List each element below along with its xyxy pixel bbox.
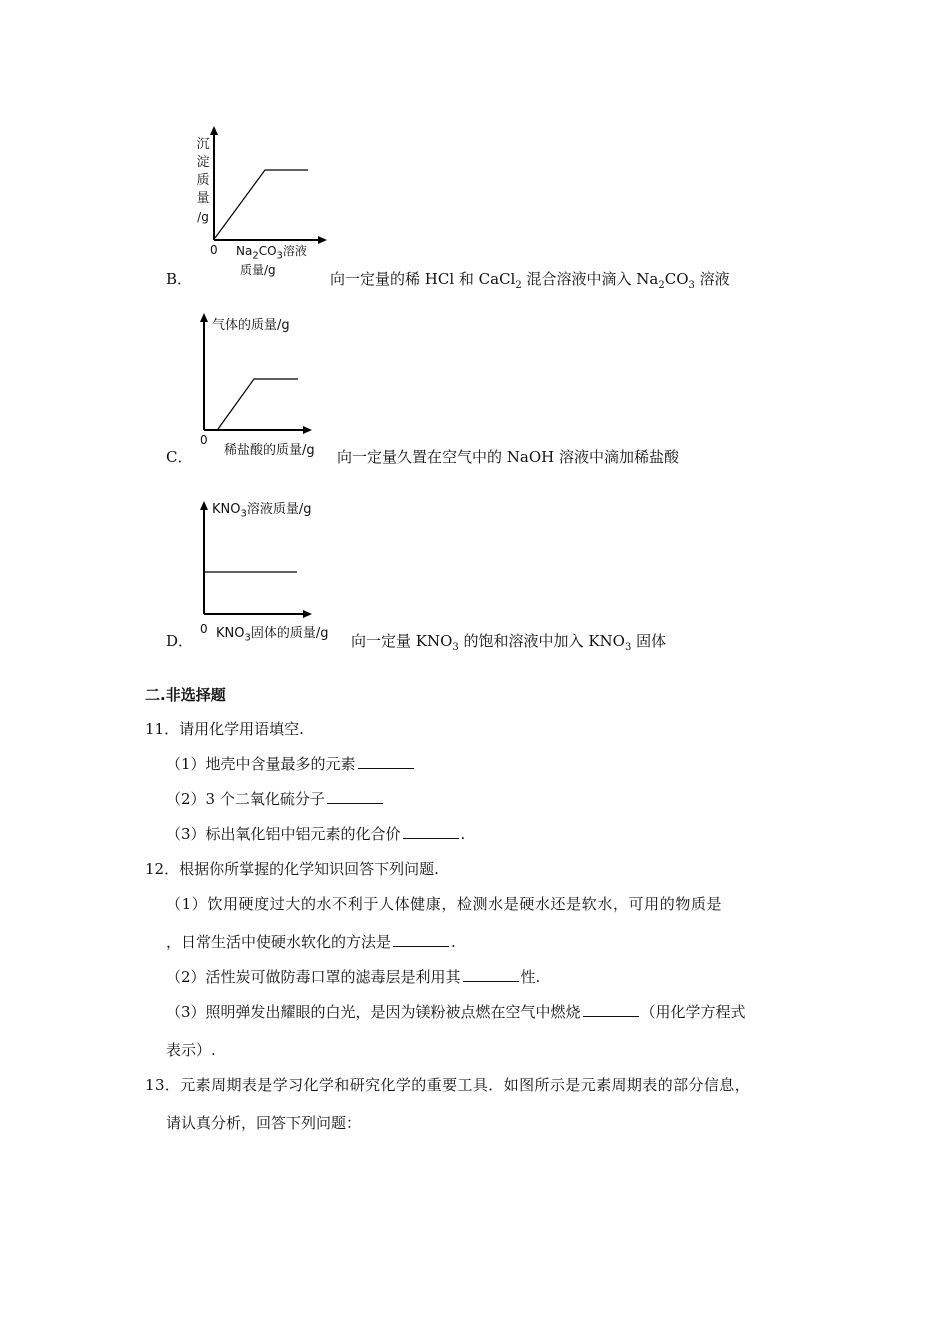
option-b-description: 向一定量的稀 HCl 和 CaCl$_2$ 混合溶液中滴入 $Na_2CO_3$ 溶液 (330, 270, 730, 291)
x-axis-arrow (303, 610, 312, 618)
q12-part-3-line-1: （3）照明弹发出耀眼的白光，是因为镁粉被点燃在空气中燃烧 （用化学方程式 (166, 1003, 746, 1021)
option-b-x-axis-label-2: 质量/g (240, 263, 276, 277)
q12-part-3-line-2: 表示）. (166, 1041, 216, 1059)
y-axis-arrow (210, 126, 218, 135)
x-axis-arrow (303, 426, 312, 434)
answer-blank[interactable] (403, 837, 459, 839)
answer-blank[interactable] (327, 802, 383, 804)
answer-blank[interactable] (358, 767, 414, 769)
q12-stem: 12．根据你所掌握的化学知识回答下列问题. (145, 860, 439, 878)
q11-stem: 11．请用化学用语填空. (145, 720, 304, 738)
option-b-y-axis-label: 沉 淀 质 量 /g (196, 137, 210, 224)
section-title: 二.非选择题 (145, 686, 226, 704)
option-c-origin: 0 (200, 433, 208, 447)
option-d-description: 向一定量 $KNO_3$ 的饱和溶液中加入 $KNO_3$ 固体 (351, 632, 667, 653)
q12-part-1-line-1: （1）饮用硬度过大的水不利于人体健康，检测水是硬水还是软水，可用的物质是 (166, 895, 723, 913)
y-axis-arrow (200, 313, 208, 322)
gas-curve (218, 379, 298, 429)
y-axis-arrow (200, 501, 208, 510)
q12-part-1-line-2: ，日常生活中使硬水软化的方法是 . (166, 933, 456, 951)
option-b-origin: 0 (210, 243, 218, 257)
answer-blank[interactable] (463, 980, 519, 982)
option-c-description: 向一定量久置在空气中的 NaOH 溶液中滴加稀盐酸 (337, 448, 679, 466)
option-d-label: D． (166, 632, 194, 650)
option-d-origin: 0 (200, 622, 208, 636)
option-b-label: B． (166, 270, 193, 288)
q12-part-2: （2）活性炭可做防毒口罩的滤毒层是利用其 性. (166, 968, 541, 986)
q11-part-3: （3）标出氧化铝中铝元素的化合价 . (166, 825, 466, 843)
option-d-y-axis-label: $KNO_3$溶液质量/g (212, 502, 312, 520)
option-c-x-axis-label: 稀盐酸的质量/g (224, 443, 315, 458)
option-c-y-axis-label: 气体的质量/g (212, 318, 290, 333)
answer-blank[interactable] (393, 945, 449, 947)
q11-part-1: （1）地壳中含量最多的元素 (166, 753, 416, 774)
answer-blank[interactable] (583, 1015, 639, 1017)
q13-stem-line-2: 请认真分析，回答下列问题： (166, 1114, 362, 1132)
option-b-x-axis-label: $Na_2CO_3$溶液 (236, 244, 307, 262)
q11-part-2: （2）3 个二氧化硫分子 (166, 788, 385, 809)
x-axis-arrow (318, 236, 327, 244)
option-c-label: C． (166, 448, 193, 466)
precipitate-curve (215, 170, 308, 238)
option-d-x-axis-label: $KNO_3$固体的质量/g (216, 626, 329, 644)
q13-stem-line-1: 13．元素周期表是学习化学和研究化学的重要工具．如图所示是元素周期表的部分信息， (145, 1076, 751, 1094)
